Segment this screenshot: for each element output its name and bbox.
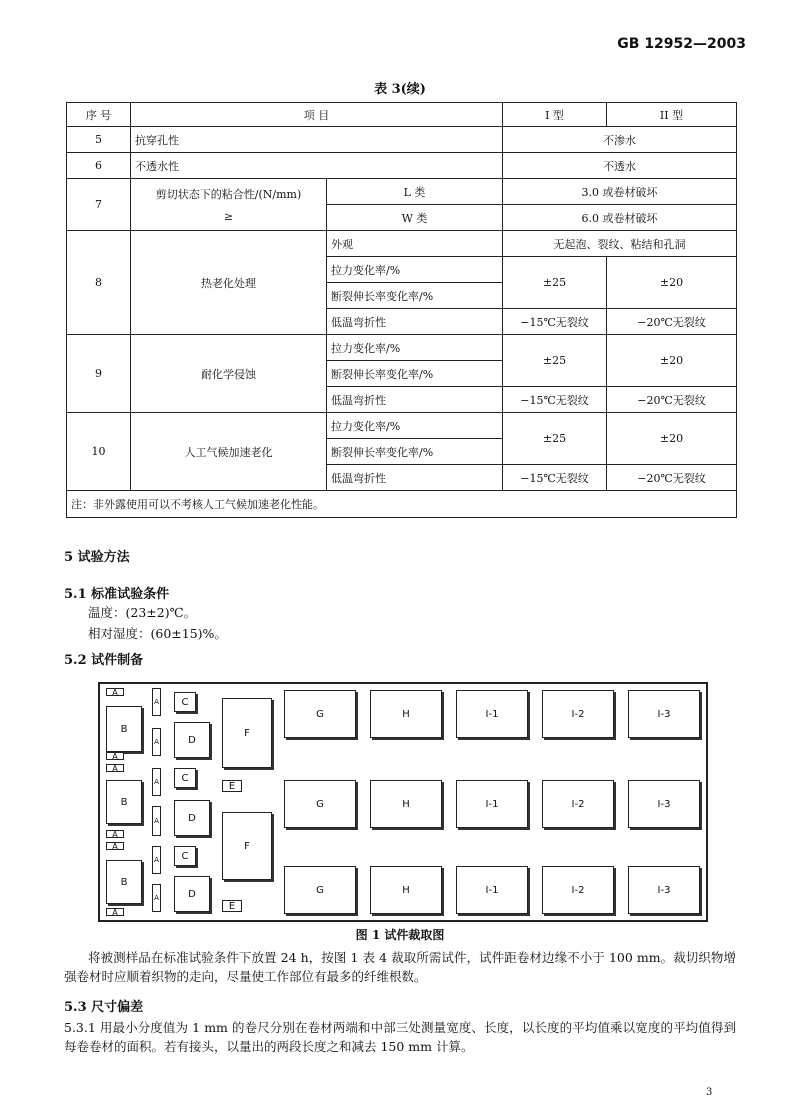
- specimen-b: B: [106, 860, 142, 904]
- row-value-type1: −15℃无裂纹: [503, 387, 607, 413]
- specimen-a: A: [152, 806, 161, 836]
- table-title: 表 3(续): [374, 82, 426, 97]
- row-subitem: 断裂伸长率变化率/%: [327, 283, 503, 309]
- specimen-h: H: [370, 690, 442, 738]
- row-value-type1: ±25: [503, 413, 607, 465]
- specimen-e: E: [222, 900, 242, 912]
- specimen-i-3: I-3: [628, 866, 700, 914]
- row-value: 无起泡、裂纹、粘结和孔洞: [503, 231, 737, 257]
- row-subitem: 拉力变化率/%: [327, 257, 503, 283]
- row-no: 6: [67, 153, 131, 179]
- row-value: 3.0 或卷材破坏: [503, 179, 737, 205]
- specimen-d: D: [174, 800, 210, 836]
- specimen-i-1: I-1: [456, 866, 528, 914]
- specimen-a: A: [106, 752, 124, 760]
- specimen-i-3: I-3: [628, 690, 700, 738]
- row-subitem: 断裂伸长率变化率/%: [327, 361, 503, 387]
- row-value-type1: ±25: [503, 257, 607, 309]
- row-value-type2: −20℃无裂纹: [607, 309, 737, 335]
- specimen-c: C: [174, 768, 196, 788]
- table-row: [67, 335, 737, 361]
- specimen-i-1: I-1: [456, 690, 528, 738]
- row-subitem: 低温弯折性: [327, 465, 503, 491]
- row-no: 10: [67, 413, 131, 491]
- specimen-h: H: [370, 780, 442, 828]
- specimen-a: A: [152, 846, 161, 874]
- paragraph-5-3-1: 5.3.1 用最小分度值为 1 mm 的卷尺分别在卷材两端和中部三处测量宽度、长度，以长度的平均值乘以宽度的平均值得到每卷卷材的面积。若有接头，以量出的两段长度之和减去 150 mm 计算。: [64, 1020, 736, 1054]
- specimen-a: A: [106, 764, 124, 772]
- specimen-i-3: I-3: [628, 780, 700, 828]
- specimen-f: F: [222, 812, 272, 880]
- row-no: 8: [67, 231, 131, 335]
- specimen-a: A: [106, 908, 124, 916]
- row-value-type2: −20℃无裂纹: [607, 387, 737, 413]
- row-value: 不透水: [503, 153, 737, 179]
- specimen-g: G: [284, 690, 356, 738]
- table-row: [67, 153, 737, 179]
- row-subitem: 拉力变化率/%: [327, 335, 503, 361]
- row-item: 耐化学侵蚀: [131, 335, 327, 413]
- row-subitem: 拉力变化率/%: [327, 413, 503, 439]
- row-value-type2: ±20: [607, 413, 737, 465]
- row-value: 6.0 或卷材破坏: [503, 205, 737, 231]
- row-no: 5: [67, 127, 131, 153]
- specimen-a: A: [152, 728, 161, 756]
- specimen-a: A: [106, 688, 124, 696]
- specimen-d: D: [174, 876, 210, 912]
- row-item: 热老化处理: [131, 231, 327, 335]
- page-number: 3: [706, 1087, 713, 1098]
- table-header-row: [67, 103, 737, 127]
- specimen-i-2: I-2: [542, 690, 614, 738]
- specimen-c: C: [174, 846, 196, 866]
- section-5-1-heading: 5.1 标准试验条件: [64, 587, 170, 602]
- row-subitem: L 类: [327, 179, 503, 205]
- specimen-i-2: I-2: [542, 866, 614, 914]
- row-no: 9: [67, 335, 131, 413]
- section-5-3-heading: 5.3 尺寸偏差: [64, 1000, 144, 1015]
- specimen-a: A: [106, 842, 124, 850]
- specimen-g: G: [284, 866, 356, 914]
- specimen-a: A: [152, 688, 161, 716]
- row-item-text: 剪切状态下的粘合性/(N/mm): [155, 188, 302, 201]
- specimen-i-2: I-2: [542, 780, 614, 828]
- row-subitem: 低温弯折性: [327, 309, 503, 335]
- specimen-e: E: [222, 780, 242, 792]
- header-item: 项 目: [131, 103, 503, 127]
- row-item-symbol: ≥: [223, 210, 234, 223]
- standard-code: GB 12952—2003: [617, 36, 746, 52]
- humidity-condition: 相对湿度：(60±15)%。: [88, 626, 227, 641]
- table-row: [67, 127, 737, 153]
- paragraph-5-2: 将被测样品在标准试验条件下放置 24 h，按图 1 表 4 裁取所需试件，试件距卷材边缘不小于 100 mm。裁切织物增强卷材时应顺着织物的走向，尽量使工作部位有最多的纤维根数。: [64, 950, 736, 984]
- header-no: 序 号: [67, 103, 131, 127]
- row-subitem: 外观: [327, 231, 503, 257]
- spec-table: [66, 102, 737, 518]
- row-subitem: 断裂伸长率变化率/%: [327, 439, 503, 465]
- row-item: 不透水性: [131, 153, 503, 179]
- row-subitem: W 类: [327, 205, 503, 231]
- row-value-type2: ±20: [607, 257, 737, 309]
- temperature-condition: 温度：(23±2)℃。: [88, 605, 197, 620]
- row-value-type2: −20℃无裂纹: [607, 465, 737, 491]
- specimen-b: B: [106, 780, 142, 824]
- row-item: [131, 179, 327, 231]
- header-type1: I 型: [503, 103, 607, 127]
- row-subitem: 低温弯折性: [327, 387, 503, 413]
- row-item: 抗穿孔性: [131, 127, 503, 153]
- figure-caption: 图 1 试件裁取图: [355, 928, 445, 942]
- row-no: 7: [67, 179, 131, 231]
- table-note-row: [67, 491, 737, 518]
- row-value: 不渗水: [503, 127, 737, 153]
- table-note: 注：非外露使用可以不考核人工气候加速老化性能。: [67, 491, 737, 518]
- specimen-f: F: [222, 698, 272, 768]
- row-value-type1: ±25: [503, 335, 607, 387]
- row-value-type2: ±20: [607, 335, 737, 387]
- specimen-i-1: I-1: [456, 780, 528, 828]
- row-value-type1: −15℃无裂纹: [503, 309, 607, 335]
- table-row: [67, 413, 737, 439]
- specimen-c: C: [174, 692, 196, 712]
- table-row: [67, 179, 737, 205]
- section-5-heading: 5 试验方法: [64, 550, 130, 565]
- specimen-d: D: [174, 722, 210, 758]
- row-value-type1: −15℃无裂纹: [503, 465, 607, 491]
- section-5-2-heading: 5.2 试件制备: [64, 653, 144, 668]
- specimen-b: B: [106, 706, 142, 752]
- specimen-g: G: [284, 780, 356, 828]
- specimen-a: A: [152, 768, 161, 796]
- cutting-layout-figure: [98, 682, 708, 922]
- table-row: [67, 231, 737, 257]
- specimen-a: A: [152, 884, 161, 912]
- header-type2: II 型: [607, 103, 737, 127]
- specimen-a: A: [106, 830, 124, 838]
- specimen-h: H: [370, 866, 442, 914]
- row-item: 人工气候加速老化: [131, 413, 327, 491]
